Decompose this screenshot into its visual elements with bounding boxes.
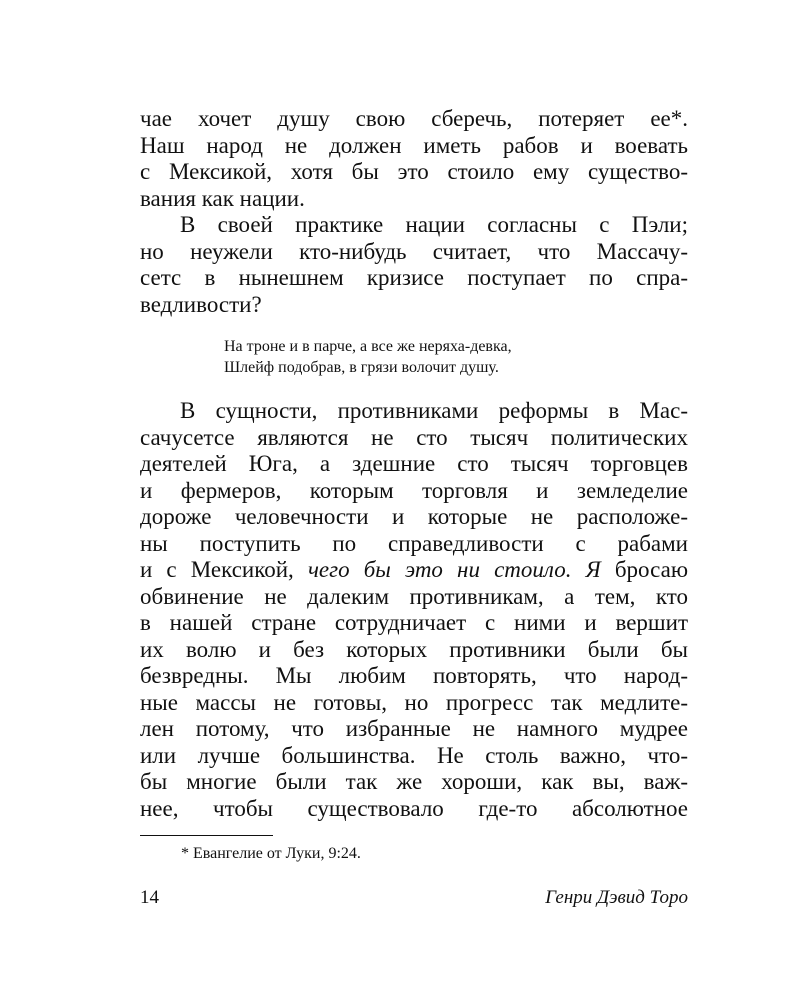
paragraph-2-line-1: В своей практике нации согласны с Пэли; (180, 212, 688, 237)
line-7-roman-end: бросаю (600, 557, 688, 582)
paragraph-1-line-3: с Мексикой, хотя бы это стоило ему существо- (140, 159, 688, 184)
paragraph-3-line-5: дороже человечности и которые не расположе- (140, 504, 688, 529)
paragraph-3-line-12: ные массы не готовы, но прогресс так медлите- (140, 689, 688, 715)
paragraph-3-line-13: лен потому, что избранные не намного мудрее (140, 716, 688, 741)
footnote: * Евангелие от Луки, 9:24. (181, 845, 361, 862)
paragraph-1-line-2: Наш народ не должен иметь рабов и воевать (140, 132, 688, 158)
paragraph-2-line-2: но неужели кто-нибудь считает, что Массачу- (140, 238, 688, 264)
paragraph-3-line-16: нее, чтобы существовало где-то абсолютное (140, 795, 688, 821)
paragraph-3-line-15: бы многие были так же хороши, как вы, важ- (140, 769, 688, 794)
paragraph-2-line-3: сетс в нынешнем кризисе поступает по спра- (140, 265, 688, 290)
paragraph-2-line-4: ведливости? (140, 291, 262, 317)
paragraph-3-line-2: сачусетсе являются не сто тысяч политических (140, 424, 688, 450)
verse-line-2: Шлейф подобрав, в грязи волочит душу. (224, 359, 499, 376)
paragraph-1-line-1: чае хочет душу свою сберечь, потеряет ее*. (140, 106, 688, 131)
verse-line-1: На троне и в парче, а все же неряха-девка, (224, 338, 512, 355)
paragraph-3-line-11: безвредны. Мы любим повторять, что народ- (140, 663, 688, 688)
paragraph-3-line-10: их волю и без которых противники были бы (140, 636, 688, 662)
body-text-main (140, 398, 688, 822)
italic-emphasis: чего бы это ни стоило. Я (307, 557, 601, 582)
line-7-roman-start: и с Мексикой, (140, 557, 308, 582)
paragraph-1-line-4: вания как нации. (140, 185, 305, 211)
paragraph-3-line-3: деятелей Юга, а здешние сто тысяч торговцев (140, 451, 688, 476)
footnote-divider (140, 835, 273, 836)
page-number: 14 (140, 887, 159, 908)
paragraph-3-line-8: обвинение не далеким противникам, а тем, кто (140, 583, 688, 609)
paragraph-3-line-6: ны поступить по справедливости с рабами (140, 530, 688, 556)
running-head-author: Генри Дэвид Торо (545, 887, 688, 908)
paragraph-3-line-9: в нашей стране сотрудничает с ними и вершит (140, 610, 688, 635)
body-text-top (140, 106, 688, 318)
paragraph-3-line-14: или лучше большинства. Не столь важно, что- (140, 742, 688, 768)
verse-quote (224, 336, 512, 378)
paragraph-3-line-7 (140, 557, 688, 584)
paragraph-3-line-4: и фермеров, которым торговля и земледелие (140, 477, 688, 503)
paragraph-3-line-1: В сущности, противниками реформы в Мас- (180, 398, 688, 423)
